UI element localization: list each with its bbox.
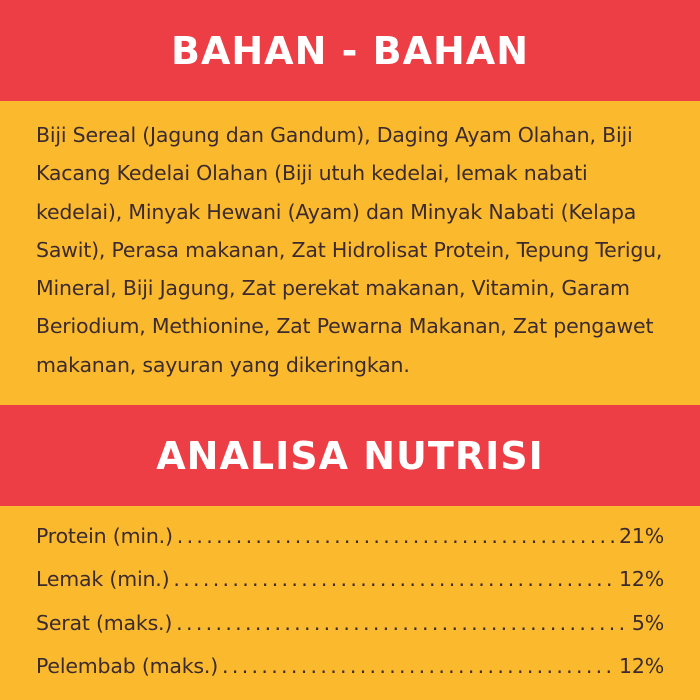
- dot-leader: [177, 515, 615, 558]
- nutrition-label: Protein (min.): [36, 524, 173, 548]
- nutrition-row-serat: [36, 602, 664, 645]
- dot-leader: [173, 558, 615, 601]
- nutrition-value: 21%: [619, 524, 664, 548]
- ingredients-title: BAHAN - BAHAN: [170, 28, 529, 73]
- nutrition-label: Lemak (min.): [36, 567, 170, 592]
- nutrition-row-pelembab: [36, 645, 664, 688]
- nutrition-label: Serat (maks.): [36, 610, 173, 635]
- nutrition-list: [36, 515, 664, 689]
- ingredients-text: Biji Sereal (Jagung dan Gandum), Daging Ayam Olahan, Biji Kacang Kedelai Olahan (Biji utuh kedelai, lemak nabati kedelai), Minyak Hewani (Ayam) dan Minyak Nabati (Kelapa Sawit), Perasa makanan, Zat Hidrolisat Protein, Tepung Terigu, Mineral, Biji Jagung, Zat perekat makanan, Vitamin, Garam Beriodium, Methionine, Zat Pewarna Makanan, Zat pengawet makanan, sayuran yang dikeringkan.: [36, 123, 663, 377]
- nutrition-value: 5%: [631, 610, 664, 635]
- nutrition-row-protein: [36, 515, 664, 558]
- dot-leader: [222, 645, 615, 688]
- nutrition-value: 12%: [619, 567, 664, 592]
- nutrition-header-banner: [0, 405, 700, 506]
- ingredients-header-banner: [0, 0, 700, 101]
- nutrition-title: ANALISA NUTRISI: [156, 433, 544, 478]
- nutrition-row-lemak: [36, 558, 664, 601]
- nutrition-value: 12%: [619, 654, 664, 679]
- dot-leader: [176, 602, 628, 645]
- nutrition-label: Pelembab (maks.): [36, 654, 219, 679]
